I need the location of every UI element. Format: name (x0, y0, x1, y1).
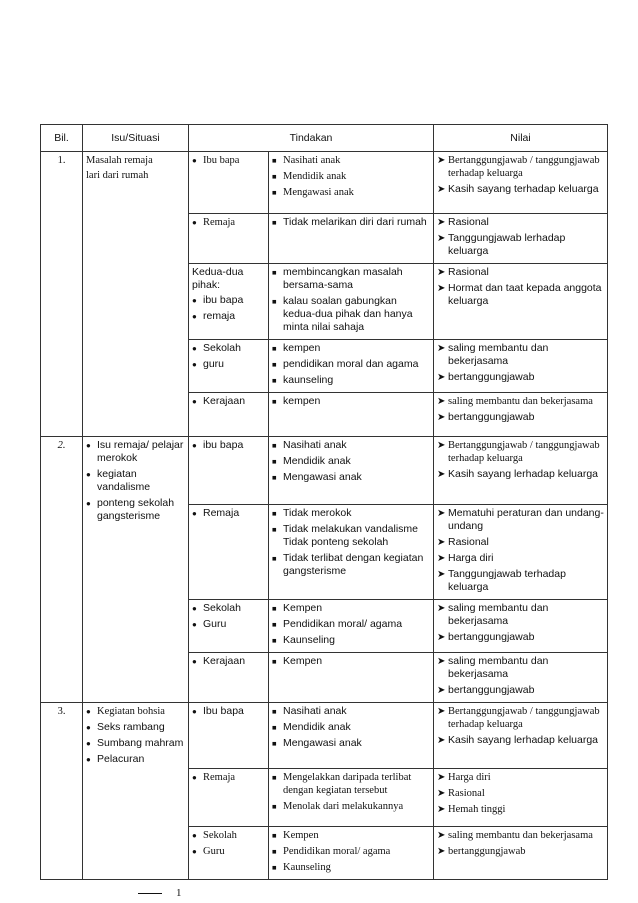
action-list (272, 395, 430, 408)
issue-item: ● Kegiatan bohsia (86, 705, 185, 718)
header-tindakan: Tindakan (189, 125, 434, 152)
actor-item: ● Kerajaan (192, 655, 265, 668)
value-list (437, 771, 604, 816)
action-list (272, 602, 430, 647)
value-item: ➤ Harga diri (437, 552, 604, 565)
action-cell (269, 214, 434, 264)
value-cell (434, 827, 608, 880)
actor-item: ● Guru (192, 618, 265, 631)
actor-cell (189, 600, 269, 653)
action-list (272, 266, 430, 334)
action-item: ■ pendidikan moral dan agama (272, 358, 430, 371)
action-cell (269, 340, 434, 393)
action-item: ■ Mendidik anak (272, 170, 430, 183)
action-item: ■ Pendidikan moral/ agama (272, 845, 430, 858)
actor-list (192, 395, 265, 408)
value-item: ➤ saling membantu dan bekerjasama (437, 829, 604, 842)
value-item: ➤ Bertanggungjawab / tanggungjawab terhadap keluarga (437, 705, 604, 731)
action-item: ■ Tidak melakukan vandalisme Tidak ponteng sekolah (272, 523, 430, 549)
value-item: ➤ Mematuhi peraturan dan undang-undang (437, 507, 604, 533)
value-item: ➤ Kasih sayang lerhadap keluarga (437, 734, 604, 747)
actor-item: ● Sekolah (192, 829, 265, 842)
issue-item: ● Seks rambang (86, 721, 185, 734)
value-cell (434, 393, 608, 437)
actor-item: ● Kerajaan (192, 395, 265, 408)
value-cell (434, 152, 608, 214)
action-item: ■ Mendidik anak (272, 455, 430, 468)
action-cell (269, 827, 434, 880)
action-item: ■ Kempen (272, 655, 430, 668)
value-list (437, 829, 604, 858)
action-item: ■ Mengelakkan daripada terlibat dengan kegiatan tersebut (272, 771, 430, 797)
table-body (41, 152, 608, 880)
action-item: ■ Kaunseling (272, 634, 430, 647)
row-number: 3. (41, 703, 83, 880)
issue-cell (83, 152, 189, 437)
action-list (272, 655, 430, 668)
action-cell (269, 437, 434, 505)
actor-list (192, 439, 265, 452)
actor-item: ● Remaja (192, 771, 265, 784)
value-cell (434, 769, 608, 827)
actor-cell (189, 505, 269, 600)
value-list (437, 507, 604, 594)
actor-heading: Kedua-dua pihak: (192, 266, 244, 291)
value-item: ➤ Tanggungjawab lerhadap keluarga (437, 232, 604, 258)
actor-list (192, 216, 265, 229)
action-list (272, 705, 430, 750)
issue-list (86, 705, 185, 766)
issue-item: ● Isu remaja/ pelajar merokok (86, 439, 185, 465)
action-item: ■ Menolak dari melakukannya (272, 800, 430, 813)
table-row (41, 152, 608, 214)
page-number: 1 (176, 887, 182, 899)
value-item: ➤ Tanggungjawab terhadap keluarga (437, 568, 604, 594)
header-bil: Bil. (41, 125, 83, 152)
value-item: ➤ bertanggungjawab (437, 631, 604, 644)
action-item: ■ Pendidikan moral/ agama (272, 618, 430, 631)
row-number: 2. (41, 437, 83, 703)
actor-cell (189, 437, 269, 505)
action-item: ■ Nasihati anak (272, 705, 430, 718)
value-list (437, 705, 604, 747)
action-item: ■ Tidak merokok (272, 507, 430, 520)
action-list (272, 507, 430, 578)
value-item: ➤ bertanggungjawab (437, 411, 604, 424)
actor-list (192, 602, 265, 631)
value-item: ➤ bertanggungjawab (437, 845, 604, 858)
actor-list (192, 154, 265, 167)
actor-cell (189, 340, 269, 393)
value-item: ➤ Kasih sayang lerhadap keluarga (437, 468, 604, 481)
value-item: ➤ Rasional (437, 216, 604, 229)
values-table (40, 124, 608, 880)
value-list (437, 439, 604, 481)
action-cell (269, 600, 434, 653)
action-cell (269, 703, 434, 769)
header-isu: Isu/Situasi (83, 125, 189, 152)
action-cell (269, 505, 434, 600)
value-list (437, 395, 604, 424)
action-cell (269, 152, 434, 214)
actor-item: ● Sekolah (192, 342, 265, 355)
value-item: ➤ saling membantu dan bekerjasama (437, 342, 604, 368)
issue-cell (83, 437, 189, 703)
page-footer (138, 887, 182, 899)
action-item: ■ membincangkan masalah bersama-sama (272, 266, 430, 292)
action-cell (269, 769, 434, 827)
issue-item: ● kegiatan vandalisme (86, 468, 185, 494)
issue-text: Masalah remaja (86, 155, 153, 166)
table-row (41, 437, 608, 505)
action-item: ■ Nasihati anak (272, 439, 430, 452)
actor-item: ● Guru (192, 845, 265, 858)
value-item: ➤ saling membantu dan bekerjasama (437, 655, 604, 681)
actor-list (192, 655, 265, 668)
actor-cell (189, 152, 269, 214)
actor-item: ● Sekolah (192, 602, 265, 615)
action-item: ■ Mengawasi anak (272, 737, 430, 750)
action-item: ■ kalau soalan gabungkan kedua-dua pihak dan hanya minta nilai sahaja (272, 295, 430, 334)
value-item: ➤ Bertanggungjawab / tanggungjawab terhadap keluarga (437, 439, 604, 465)
actor-list (192, 507, 265, 520)
actor-item: ● Remaja (192, 507, 265, 520)
actor-item: ● guru (192, 358, 265, 371)
action-list (272, 154, 430, 199)
actor-cell (189, 653, 269, 703)
action-item: ■ Tidak melarikan diri dari rumah (272, 216, 430, 229)
action-item: ■ Mendidik anak (272, 721, 430, 734)
value-cell (434, 653, 608, 703)
actor-list (192, 294, 265, 323)
value-cell (434, 214, 608, 264)
action-item: ■ Tidak terlibat dengan kegiatan gangsterisme (272, 552, 430, 578)
value-cell (434, 505, 608, 600)
actor-list (192, 829, 265, 858)
actor-list (192, 771, 265, 784)
value-item: ➤ Rasional (437, 536, 604, 549)
action-item: ■ kaunseling (272, 374, 430, 387)
action-cell (269, 264, 434, 340)
footer-rule (138, 893, 162, 894)
row-number: 1. (41, 152, 83, 437)
header-nilai: Nilai (434, 125, 608, 152)
action-item: ■ Nasihati anak (272, 154, 430, 167)
value-item: ➤ Hormat dan taat kepada anggota keluarga (437, 282, 604, 308)
actor-item: ● remaja (192, 310, 265, 323)
value-item: ➤ Kasih sayang terhadap keluarga (437, 183, 604, 196)
action-item: ■ Kaunseling (272, 861, 430, 874)
action-item: ■ Mengawasi anak (272, 186, 430, 199)
action-list (272, 771, 430, 813)
value-item: ➤ Hemah tinggi (437, 803, 604, 816)
value-list (437, 154, 604, 196)
issue-text: lari dari rumah (86, 170, 149, 181)
value-list (437, 216, 604, 258)
value-item: ➤ Harga diri (437, 771, 604, 784)
action-item: ■ Kempen (272, 602, 430, 615)
actor-item: ● Ibu bapa (192, 154, 265, 167)
value-list (437, 602, 604, 644)
issue-list (86, 439, 185, 523)
value-item: ➤ bertanggungjawab (437, 684, 604, 697)
value-cell (434, 600, 608, 653)
value-cell (434, 264, 608, 340)
action-item: ■ Mengawasi anak (272, 471, 430, 484)
table-header-row (41, 125, 608, 152)
value-item: ➤ saling membantu dan bekerjasama (437, 395, 604, 408)
actor-list (192, 342, 265, 371)
actor-list (192, 705, 265, 718)
value-list (437, 266, 604, 308)
action-item: ■ kempen (272, 395, 430, 408)
action-list (272, 216, 430, 229)
actor-cell (189, 264, 269, 340)
table-container (40, 124, 607, 880)
value-list (437, 655, 604, 697)
actor-cell (189, 827, 269, 880)
actor-cell (189, 393, 269, 437)
action-cell (269, 393, 434, 437)
value-item: ➤ bertanggungjawab (437, 371, 604, 384)
actor-item: ● Remaja (192, 216, 265, 229)
actor-item: ● Ibu bapa (192, 705, 265, 718)
value-item: ➤ Bertanggungjawab / tanggungjawab terhadap keluarga (437, 154, 604, 180)
action-list (272, 829, 430, 874)
value-item: ➤ Rasional (437, 787, 604, 800)
action-list (272, 439, 430, 484)
action-item: ■ Kempen (272, 829, 430, 842)
actor-item: ● ibu bapa (192, 294, 265, 307)
actor-cell (189, 214, 269, 264)
actor-cell (189, 703, 269, 769)
issue-item: ● Sumbang mahram (86, 737, 185, 750)
table-row (41, 703, 608, 769)
issue-item: ● Pelacuran (86, 753, 185, 766)
value-item: ➤ saling membantu dan bekerjasama (437, 602, 604, 628)
action-item: ■ kempen (272, 342, 430, 355)
value-list (437, 342, 604, 384)
action-list (272, 342, 430, 387)
value-cell (434, 703, 608, 769)
action-cell (269, 653, 434, 703)
actor-cell (189, 769, 269, 827)
issue-cell (83, 703, 189, 880)
value-cell (434, 437, 608, 505)
value-cell (434, 340, 608, 393)
actor-item: ● ibu bapa (192, 439, 265, 452)
value-item: ➤ Rasional (437, 266, 604, 279)
issue-item: ● ponteng sekolah gangsterisme (86, 497, 185, 523)
